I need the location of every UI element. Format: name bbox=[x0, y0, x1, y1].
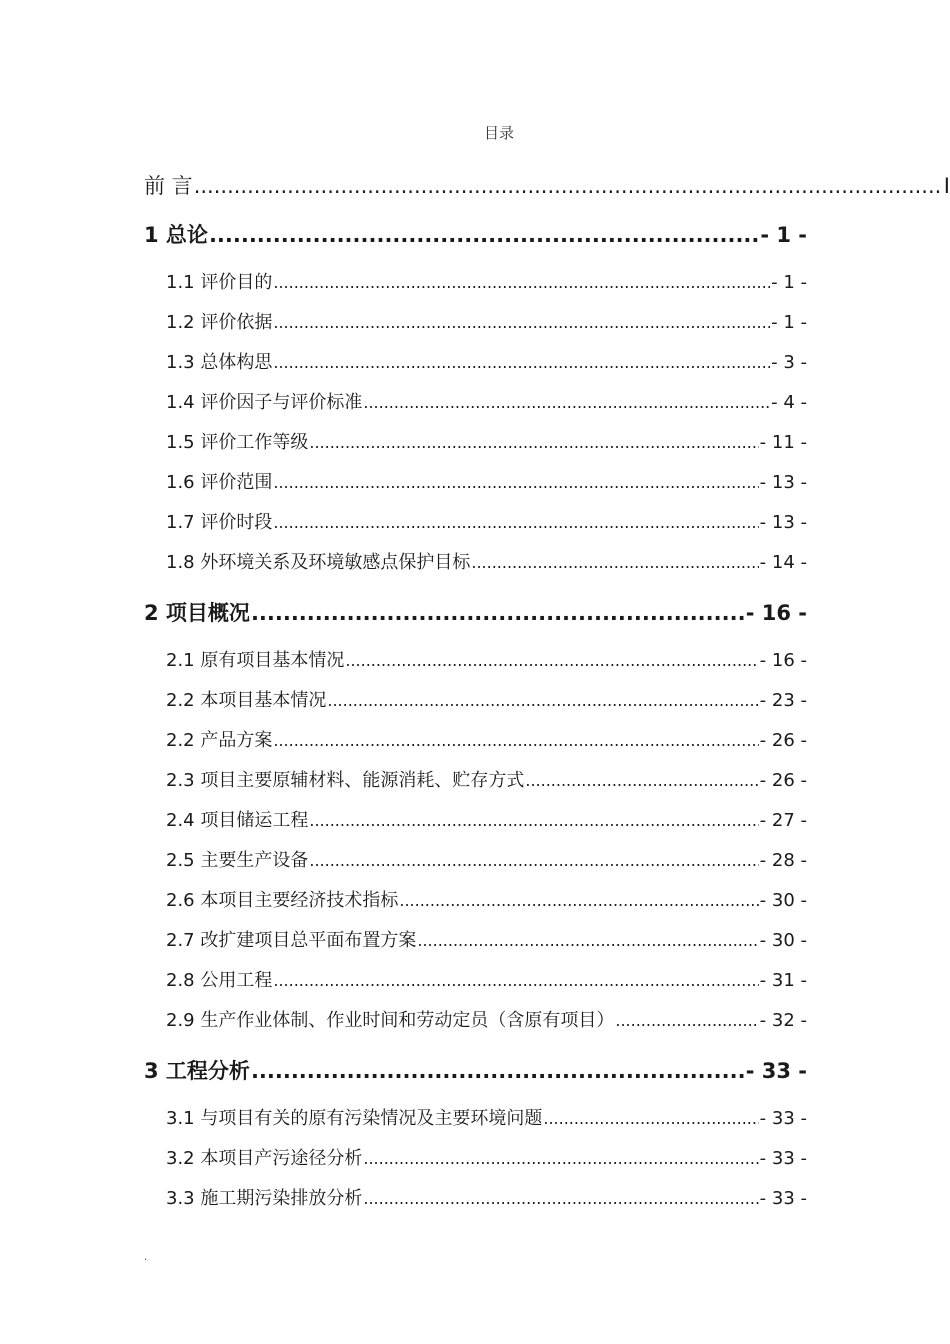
toc-page-number: - 14 - bbox=[759, 552, 807, 573]
toc-leader-dots bbox=[273, 971, 758, 990]
toc-leader-dots bbox=[363, 1149, 758, 1168]
toc-subsection-entry[interactable] bbox=[0, 966, 807, 992]
toc-entry-label: 2.2 产品方案 bbox=[166, 730, 273, 751]
toc-entry-label: 2.5 主要生产设备 bbox=[166, 850, 309, 871]
toc-subsection-entry[interactable] bbox=[0, 548, 807, 574]
toc-leader-dots bbox=[251, 1059, 745, 1083]
toc-subsection-entry[interactable] bbox=[0, 646, 807, 672]
toc-entry-label: 2.7 改扩建项目总平面布置方案 bbox=[166, 930, 417, 951]
toc-chapter-entry[interactable] bbox=[0, 597, 807, 627]
toc-page-number: - 16 - bbox=[759, 650, 807, 671]
toc-leader-dots bbox=[471, 553, 758, 572]
toc-page-number: - 4 - bbox=[771, 392, 807, 413]
toc-entry-label: 1 总论 bbox=[144, 223, 208, 247]
toc-entry-label: 2.3 项目主要原辅材料、能源消耗、贮存方式 bbox=[166, 770, 525, 791]
toc-entry-label: 3.2 本项目产污途径分析 bbox=[166, 1148, 363, 1169]
toc-entry-label: 2.9 生产作业体制、作业时间和劳动定员（含原有项目） bbox=[166, 1010, 615, 1031]
toc-page-number: - 1 - bbox=[771, 312, 807, 333]
toc-page-number: - 13 - bbox=[759, 512, 807, 533]
toc-entry-label: 2.1 原有项目基本情况 bbox=[166, 650, 345, 671]
toc-entry-label: 3 工程分析 bbox=[144, 1059, 250, 1083]
toc-page-number: - 33 - bbox=[759, 1148, 807, 1169]
toc-subsection-entry[interactable] bbox=[0, 1006, 807, 1032]
toc-entry-label: 前 言 bbox=[144, 174, 193, 198]
toc-leader-dots bbox=[327, 691, 758, 710]
toc-entry-label: 1.4 评价因子与评价标准 bbox=[166, 392, 363, 413]
toc-subsection-entry[interactable] bbox=[0, 1144, 807, 1170]
toc-page-number: - 31 - bbox=[759, 970, 807, 991]
toc-entry-label: 1.5 评价工作等级 bbox=[166, 432, 309, 453]
toc-leader-dots bbox=[251, 601, 745, 625]
footer-mark: . bbox=[144, 1252, 148, 1263]
toc-page-number: - 23 - bbox=[759, 690, 807, 711]
toc-leader-dots bbox=[273, 513, 758, 532]
toc-leader-dots bbox=[363, 1189, 758, 1208]
toc-subsection-entry[interactable] bbox=[0, 726, 807, 752]
toc-leader-dots bbox=[194, 174, 943, 198]
toc-subsection-entry[interactable] bbox=[0, 766, 807, 792]
toc-entry-label: 1.2 评价依据 bbox=[166, 312, 273, 333]
toc-subsection-entry[interactable] bbox=[0, 508, 807, 534]
toc-subsection-entry[interactable] bbox=[0, 926, 807, 952]
toc-leader-dots bbox=[615, 1011, 758, 1030]
toc-entry-label: 3.3 施工期污染排放分析 bbox=[166, 1188, 363, 1209]
toc-leader-dots bbox=[525, 771, 758, 790]
toc-leader-dots bbox=[273, 473, 758, 492]
toc-chapter-entry[interactable] bbox=[0, 1055, 807, 1085]
toc-subsection-entry[interactable] bbox=[0, 1184, 807, 1210]
toc-leader-dots bbox=[399, 891, 758, 910]
toc-entry-label: 3.1 与项目有关的原有污染情况及主要环境问题 bbox=[166, 1108, 543, 1129]
toc-page-number: - 30 - bbox=[759, 930, 807, 951]
toc-leader-dots bbox=[273, 273, 770, 292]
toc-subsection-entry[interactable] bbox=[0, 806, 807, 832]
toc-page-number: - 1 - bbox=[760, 223, 807, 247]
toc-subsection-entry[interactable] bbox=[0, 348, 807, 374]
toc-preface-entry[interactable] bbox=[0, 170, 950, 200]
toc-entry-label: 2.4 项目储运工程 bbox=[166, 810, 309, 831]
toc-subsection-entry[interactable] bbox=[0, 388, 807, 414]
toc-leader-dots bbox=[345, 651, 758, 670]
toc-leader-dots bbox=[417, 931, 758, 950]
toc-title: 目录 bbox=[483, 124, 514, 142]
toc-page-number: - 30 - bbox=[759, 890, 807, 911]
toc-subsection-entry[interactable] bbox=[0, 1104, 807, 1130]
toc-leader-dots bbox=[309, 811, 758, 830]
toc-page-number: - 26 - bbox=[759, 730, 807, 751]
toc-leader-dots bbox=[309, 433, 758, 452]
toc-page-number: - 33 - bbox=[759, 1108, 807, 1129]
toc-entry-label: 1.8 外环境关系及环境敏感点保护目标 bbox=[166, 552, 471, 573]
toc-page-number: - 26 - bbox=[759, 770, 807, 791]
toc-entry-label: 2.2 本项目基本情况 bbox=[166, 690, 327, 711]
toc-leader-dots bbox=[309, 851, 758, 870]
toc-subsection-entry[interactable] bbox=[0, 268, 807, 294]
toc-leader-dots bbox=[543, 1109, 758, 1128]
toc-chapter-entry[interactable] bbox=[0, 219, 807, 249]
toc-page-number: - 32 - bbox=[759, 1010, 807, 1031]
toc-entry-label: 1.7 评价时段 bbox=[166, 512, 273, 533]
toc-page-number: - 1 - bbox=[771, 272, 807, 293]
toc-leader-dots bbox=[273, 313, 770, 332]
toc-entry-label: 1.1 评价目的 bbox=[166, 272, 273, 293]
toc-leader-dots bbox=[273, 731, 758, 750]
toc-page-number: - 33 - bbox=[759, 1188, 807, 1209]
toc-page-number: - 33 - bbox=[745, 1059, 807, 1083]
toc-leader-dots bbox=[363, 393, 770, 412]
toc-subsection-entry[interactable] bbox=[0, 846, 807, 872]
toc-page-number: I bbox=[943, 174, 950, 198]
toc-subsection-entry[interactable] bbox=[0, 686, 807, 712]
toc-entry-label: 1.6 评价范围 bbox=[166, 472, 273, 493]
toc-entry-label: 2.8 公用工程 bbox=[166, 970, 273, 991]
toc-subsection-entry[interactable] bbox=[0, 428, 807, 454]
toc-page-number: - 16 - bbox=[745, 601, 807, 625]
toc-leader-dots bbox=[209, 223, 759, 247]
toc-page-number: - 27 - bbox=[759, 810, 807, 831]
toc-subsection-entry[interactable] bbox=[0, 886, 807, 912]
toc-page-number: - 3 - bbox=[771, 352, 807, 373]
toc-entry-label: 1.3 总体构思 bbox=[166, 352, 273, 373]
toc-page-number: - 11 - bbox=[759, 432, 807, 453]
toc-leader-dots bbox=[273, 353, 770, 372]
toc-page-number: - 28 - bbox=[759, 850, 807, 871]
toc-subsection-entry[interactable] bbox=[0, 468, 807, 494]
toc-entry-label: 2 项目概况 bbox=[144, 601, 250, 625]
toc-subsection-entry[interactable] bbox=[0, 308, 807, 334]
toc-entry-label: 2.6 本项目主要经济技术指标 bbox=[166, 890, 399, 911]
toc-page-number: - 13 - bbox=[759, 472, 807, 493]
